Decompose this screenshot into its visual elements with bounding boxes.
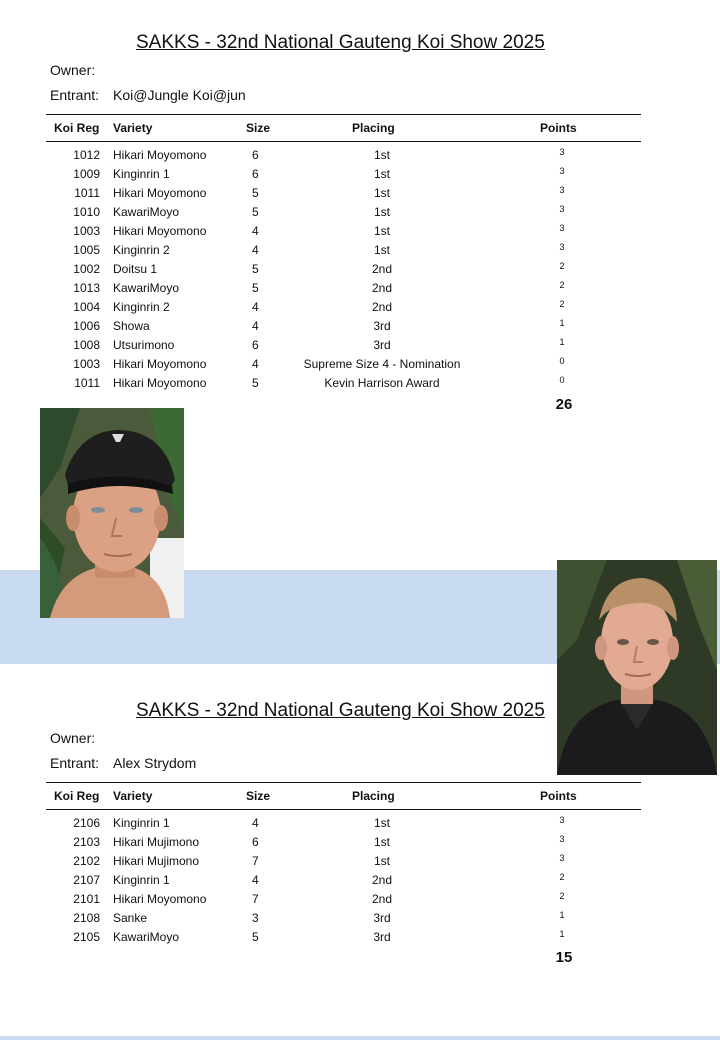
placing-cell: 1st bbox=[373, 186, 390, 200]
variety-cell: Showa bbox=[113, 319, 150, 333]
entrant-photo bbox=[557, 560, 717, 775]
placing-cell: Supreme Size 4 - Nomination bbox=[303, 357, 461, 371]
table-row bbox=[0, 298, 720, 317]
owner-label: Owner: bbox=[50, 62, 96, 78]
points-cell: 1 bbox=[559, 929, 565, 939]
placing-cell: 1st bbox=[373, 148, 390, 162]
table-row bbox=[0, 833, 720, 852]
size-cell: 4 bbox=[252, 357, 259, 371]
points-cell: 2 bbox=[559, 891, 565, 901]
koi-reg-cell: 1002 bbox=[73, 262, 100, 276]
points-cell: 3 bbox=[559, 853, 565, 863]
koi-reg-cell: 1004 bbox=[73, 300, 100, 314]
header-size: Size bbox=[246, 789, 271, 803]
variety-cell: Hikari Mujimono bbox=[113, 854, 200, 868]
placing-cell: 1st bbox=[373, 816, 390, 830]
koi-reg-cell: 2102 bbox=[73, 854, 100, 868]
koi-reg-cell: 1003 bbox=[73, 357, 100, 371]
variety-cell: Kinginrin 1 bbox=[113, 167, 170, 181]
placing-cell: 2nd bbox=[371, 892, 393, 906]
placing-cell: 1st bbox=[373, 205, 390, 219]
placing-cell: 3rd bbox=[373, 319, 391, 333]
table-row bbox=[0, 355, 720, 374]
size-cell: 4 bbox=[252, 243, 259, 257]
points-cell: 1 bbox=[559, 337, 565, 347]
table-row bbox=[0, 184, 720, 203]
header-variety: Variety bbox=[113, 121, 153, 135]
points-cell: 2 bbox=[559, 872, 565, 882]
entrant-label: Entrant: bbox=[50, 87, 100, 103]
table-row bbox=[0, 928, 720, 947]
table-row bbox=[0, 260, 720, 279]
table-row bbox=[0, 374, 720, 393]
size-cell: 5 bbox=[252, 930, 259, 944]
koi-reg-cell: 2106 bbox=[73, 816, 100, 830]
header-points: Points bbox=[540, 121, 577, 135]
table-row bbox=[0, 909, 720, 928]
koi-reg-cell: 1011 bbox=[74, 376, 100, 390]
points-cell: 3 bbox=[559, 166, 565, 176]
placing-cell: Kevin Harrison Award bbox=[324, 376, 440, 390]
placing-cell: 2nd bbox=[371, 281, 393, 295]
size-cell: 3 bbox=[252, 911, 259, 925]
variety-cell: Hikari Moyomono bbox=[113, 376, 207, 390]
entrant-photo bbox=[40, 408, 184, 618]
koi-reg-cell: 1011 bbox=[74, 186, 100, 200]
results-table-body bbox=[0, 146, 720, 393]
bottom-divider-line bbox=[0, 1036, 720, 1040]
header-koi-reg: Koi Reg bbox=[54, 789, 100, 803]
variety-cell: Hikari Moyomono bbox=[113, 357, 207, 371]
variety-cell: Doitsu 1 bbox=[113, 262, 158, 276]
size-cell: 5 bbox=[252, 262, 259, 276]
table-row bbox=[0, 336, 720, 355]
variety-cell: Hikari Moyomono bbox=[113, 892, 207, 906]
table-row bbox=[0, 165, 720, 184]
table-row bbox=[0, 222, 720, 241]
points-cell: 3 bbox=[559, 204, 565, 214]
points-cell: 1 bbox=[559, 910, 565, 920]
points-total: 15 bbox=[555, 949, 573, 966]
header-points: Points bbox=[540, 789, 577, 803]
results-table-body bbox=[0, 814, 720, 947]
size-cell: 5 bbox=[252, 376, 259, 390]
table-row bbox=[0, 203, 720, 222]
header-size: Size bbox=[246, 121, 271, 135]
variety-cell: Utsurimono bbox=[113, 338, 175, 352]
header-placing: Placing bbox=[352, 789, 395, 803]
koi-reg-cell: 1008 bbox=[73, 338, 100, 352]
table-header-rule bbox=[46, 809, 641, 810]
owner-label: Owner: bbox=[50, 730, 96, 746]
points-cell: 3 bbox=[559, 242, 565, 252]
placing-cell: 1st bbox=[373, 854, 390, 868]
size-cell: 6 bbox=[252, 148, 259, 162]
variety-cell: KawariMoyo bbox=[113, 281, 180, 295]
koi-reg-cell: 1005 bbox=[73, 243, 100, 257]
size-cell: 7 bbox=[252, 854, 259, 868]
placing-cell: 1st bbox=[373, 243, 390, 257]
koi-reg-cell: 1006 bbox=[73, 319, 100, 333]
page-title: SAKKS - 32nd National Gauteng Koi Show 2025 bbox=[136, 32, 545, 53]
placing-cell: 2nd bbox=[371, 262, 393, 276]
size-cell: 4 bbox=[252, 300, 259, 314]
variety-cell: Kinginrin 1 bbox=[113, 816, 170, 830]
variety-cell: Hikari Mujimono bbox=[113, 835, 200, 849]
koi-reg-cell: 1003 bbox=[73, 224, 100, 238]
page-title: SAKKS - 32nd National Gauteng Koi Show 2025 bbox=[136, 700, 545, 721]
points-cell: 2 bbox=[559, 299, 565, 309]
koi-reg-cell: 2105 bbox=[73, 930, 100, 944]
size-cell: 4 bbox=[252, 873, 259, 887]
header-variety: Variety bbox=[113, 789, 153, 803]
variety-cell: KawariMoyo bbox=[113, 205, 180, 219]
table-row bbox=[0, 146, 720, 165]
size-cell: 5 bbox=[252, 186, 259, 200]
variety-cell: KawariMoyo bbox=[113, 930, 180, 944]
table-row bbox=[0, 241, 720, 260]
variety-cell: Kinginrin 1 bbox=[113, 873, 170, 887]
variety-cell: Hikari Moyomono bbox=[113, 148, 207, 162]
points-cell: 3 bbox=[559, 185, 565, 195]
placing-cell: 3rd bbox=[373, 338, 391, 352]
points-cell: 3 bbox=[559, 815, 565, 825]
variety-cell: Hikari Moyomono bbox=[113, 224, 207, 238]
table-row bbox=[0, 871, 720, 890]
header-koi-reg: Koi Reg bbox=[54, 121, 100, 135]
size-cell: 6 bbox=[252, 167, 259, 181]
placing-cell: 2nd bbox=[371, 873, 393, 887]
table-row bbox=[0, 890, 720, 909]
points-cell: 2 bbox=[559, 261, 565, 271]
table-row bbox=[0, 317, 720, 336]
variety-cell: Kinginrin 2 bbox=[113, 300, 170, 314]
placing-cell: 1st bbox=[373, 835, 390, 849]
variety-cell: Kinginrin 2 bbox=[113, 243, 170, 257]
variety-cell: Sanke bbox=[113, 911, 148, 925]
size-cell: 7 bbox=[252, 892, 259, 906]
koi-reg-cell: 2101 bbox=[73, 892, 100, 906]
size-cell: 4 bbox=[252, 319, 259, 333]
size-cell: 5 bbox=[252, 281, 259, 295]
koi-reg-cell: 2108 bbox=[73, 911, 100, 925]
points-cell: 1 bbox=[559, 318, 565, 328]
points-cell: 0 bbox=[559, 375, 565, 385]
size-cell: 6 bbox=[252, 835, 259, 849]
size-cell: 4 bbox=[252, 816, 259, 830]
koi-reg-cell: 1012 bbox=[73, 148, 100, 162]
koi-reg-cell: 1013 bbox=[73, 281, 100, 295]
points-cell: 0 bbox=[559, 356, 565, 366]
table-top-rule bbox=[46, 782, 641, 783]
koi-reg-cell: 1009 bbox=[73, 167, 100, 181]
table-top-rule bbox=[46, 114, 641, 115]
table-header-rule bbox=[46, 141, 641, 142]
placing-cell: 3rd bbox=[373, 911, 391, 925]
points-cell: 3 bbox=[559, 223, 565, 233]
koi-reg-cell: 2103 bbox=[73, 835, 100, 849]
points-cell: 2 bbox=[559, 280, 565, 290]
entrant-label: Entrant: bbox=[50, 755, 100, 771]
table-row bbox=[0, 279, 720, 298]
placing-cell: 3rd bbox=[373, 930, 391, 944]
header-placing: Placing bbox=[352, 121, 395, 135]
size-cell: 4 bbox=[252, 224, 259, 238]
placing-cell: 1st bbox=[373, 167, 390, 181]
points-cell: 3 bbox=[559, 834, 565, 844]
koi-reg-cell: 2107 bbox=[73, 873, 100, 887]
table-row bbox=[0, 852, 720, 871]
placing-cell: 2nd bbox=[371, 300, 393, 314]
table-row bbox=[0, 814, 720, 833]
size-cell: 5 bbox=[252, 205, 259, 219]
entrant-name: Alex Strydom bbox=[113, 755, 197, 771]
size-cell: 6 bbox=[252, 338, 259, 352]
points-cell: 3 bbox=[559, 147, 565, 157]
points-total: 26 bbox=[555, 396, 573, 413]
variety-cell: Hikari Moyomono bbox=[113, 186, 207, 200]
placing-cell: 1st bbox=[373, 224, 390, 238]
entrant-name: Koi@Jungle Koi@jun bbox=[113, 87, 246, 103]
koi-reg-cell: 1010 bbox=[73, 205, 100, 219]
